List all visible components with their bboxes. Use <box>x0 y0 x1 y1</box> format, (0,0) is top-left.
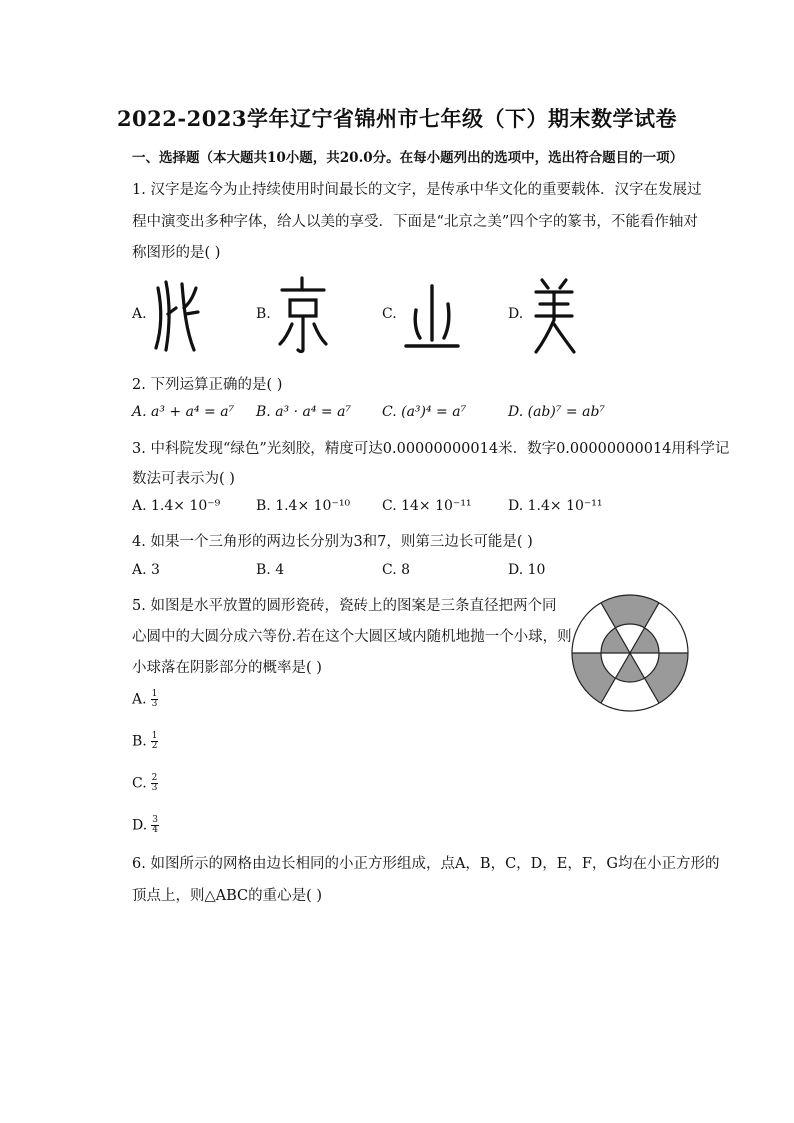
q4-stem: 4. 如果一个三角形的两边长分别为3和7，则第三边长可能是( ) <box>132 534 533 550</box>
q2-option-d[interactable]: D. (ab)⁷ = ab⁷ <box>508 404 606 420</box>
q1-option-c[interactable]: C. <box>382 306 397 322</box>
q5-option-c[interactable]: C. $\frac{2}{3}$ <box>132 773 158 793</box>
q2-stem: 2. 下列运算正确的是( ) <box>132 377 283 393</box>
q4-option-c[interactable]: C. 8 <box>382 562 411 578</box>
q3-option-b[interactable]: B. 1.4× 10⁻¹⁰ <box>256 498 351 514</box>
seal-mei-icon <box>530 276 578 360</box>
q1-option-d[interactable]: D. <box>508 306 524 322</box>
q3-line-1: 3. 中科院发现“绿色”光刻胶，精度可达0.00000000014米．数字0.00000000014用科学记 <box>132 441 730 457</box>
section-heading: 一、选择题（本大题共10小题，共20.0分。在每小题列出的选项中，选出符合题目的一项） <box>132 150 684 166</box>
q2-option-b[interactable]: B. a³ · a⁴ = a⁷ <box>256 404 352 420</box>
q1-option-b[interactable]: B. <box>256 306 271 322</box>
q4-option-d[interactable]: D. 10 <box>508 562 546 578</box>
q3-option-c[interactable]: C. 14× 10⁻¹¹ <box>382 498 472 514</box>
q1-line-2: 程中演变出多种字体，给人以美的享受．下面是“北京之美”四个字的篆书，不能看作轴对 <box>132 214 698 230</box>
seal-bei-icon <box>152 278 202 358</box>
q6-line-1: 6. 如图所示的网格由边长相同的小正方形组成，点A，B，C，D，E，F，G均在小正方形的 <box>132 856 720 872</box>
q6-line-2: 顶点上，则△ABC的重心是( ) <box>132 888 323 904</box>
q4-option-a[interactable]: A. 3 <box>132 562 160 578</box>
seal-zhi-icon <box>402 282 462 356</box>
q3-option-a[interactable]: A. 1.4× 10⁻⁹ <box>132 498 221 514</box>
q4-option-b[interactable]: B. 4 <box>256 562 285 578</box>
tile-diagram <box>570 593 690 717</box>
q1-line-1: 1. 汉字是迄今为止持续使用时间最长的文字，是传承中华文化的重要载体．汉字在发展过 <box>132 182 702 198</box>
q2-option-c[interactable]: C. (a³)⁴ = a⁷ <box>382 404 467 420</box>
fraction: $\frac{1}{2}$ <box>151 731 158 751</box>
q5-option-a[interactable]: A. $\frac{1}{3}$ <box>132 689 158 709</box>
q1-line-3: 称图形的是( ) <box>132 245 221 261</box>
fraction: $\frac{2}{3}$ <box>151 773 158 793</box>
fraction: $\frac{3}{4}$ <box>152 815 158 835</box>
q2-option-a[interactable]: A. a³ + a⁴ = a⁷ <box>132 404 235 420</box>
q5-line-2: 心圆中的大圆分成六等份.若在这个大圆区域内随机地抛一个小球，则 <box>132 629 572 645</box>
q1-option-a[interactable]: A. <box>132 306 147 322</box>
seal-jing-icon <box>276 276 330 358</box>
q5-option-b[interactable]: B. $\frac{1}{2}$ <box>132 731 158 751</box>
q5-line-3: 小球落在阴影部分的概率是( ) <box>132 660 322 676</box>
fraction: $\frac{1}{3}$ <box>151 689 158 709</box>
q3-option-d[interactable]: D. 1.4× 10⁻¹¹ <box>508 498 603 514</box>
q5-line-1: 5. 如图是水平放置的圆形瓷砖，瓷砖上的图案是三条直径把两个同 <box>132 598 557 614</box>
page-title: 2022-2023学年辽宁省锦州市七年级（下）期末数学试卷 <box>116 106 678 131</box>
tile-diagram-svg <box>570 593 690 713</box>
q3-line-2: 数法可表示为( ) <box>132 471 235 487</box>
q5-option-d[interactable]: D. $\frac{3}{4}$ <box>132 815 158 835</box>
